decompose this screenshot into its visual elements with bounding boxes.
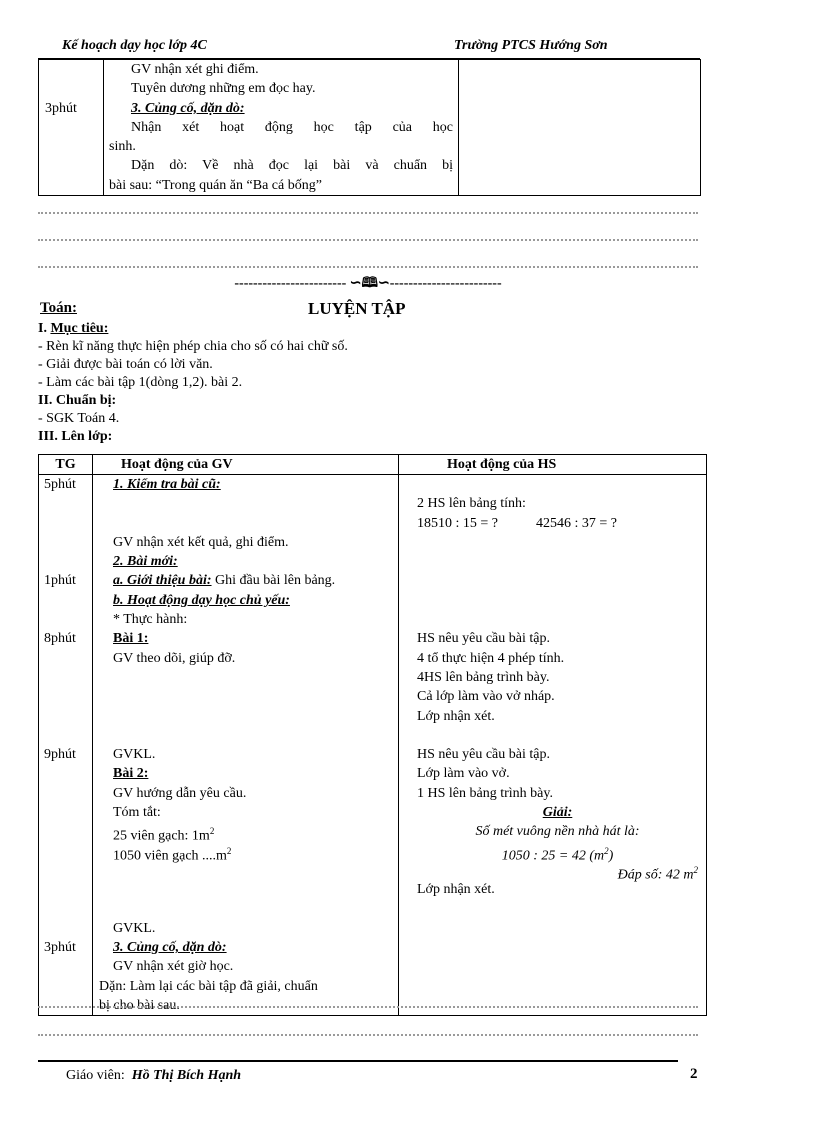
text-line: Dặn dò: Về nhà đọc lại bài và chuẩn bị [131, 158, 453, 174]
prep-item: - SGK Toán 4. [38, 411, 120, 426]
solution-heading: Giải: [542, 805, 573, 821]
activity-table [38, 454, 707, 1016]
top-time-cell [39, 60, 104, 196]
lesson-intro: I. Mục tiêu: - Rèn kĩ năng thực hiện phép chia cho số có hai chữ số. - Giải được bài toán có lời văn. - Làm các bài tập 1(dòng 1,2). bài 2. II. Chuẩn bị: - SGK Toán 4. III. Lên lớp: [38, 320, 698, 446]
section-heading: II. Chuẩn bị: [38, 393, 117, 408]
top-time: 3phút [45, 100, 77, 116]
subject-label: Toán: [40, 300, 77, 316]
text-line: Nhận xét hoạt động học tập của học [131, 119, 453, 135]
lesson-title: LUYỆN TẬP [308, 299, 406, 318]
text-line: GV nhận xét ghi điểm. [131, 62, 259, 77]
col-header-hs: Hoạt động của HS [399, 455, 707, 475]
section-heading: 2. Bài mới: [113, 554, 178, 570]
text-line: bài sau: “Trong quán ăn “Ba cá bống” [109, 177, 322, 193]
dotted-line [38, 258, 698, 268]
objective-item: - Giải được bài toán có lời văn. [38, 357, 213, 372]
hs-column: 2 HS lên bảng tính: 18510 : 15 = ? 42546 : 37 = ? HS nêu yêu cầu bài tập. 4 tổ thực hiện 4 phép tính. 4HS lên bảng trình bày. Cả lớp làm vào vở nháp. Lớp nhận xét. HS nêu yêu cầu bài tập. Lớp làm vào vở. 1 HS lên bảng trình bày. Giải: Số mét vuông nền nhà hát là: 1050 : 25 = 42 $(m^2)$ Đáp số: 42 $m^2$ Lớp nhận xét. [399, 475, 707, 1016]
teacher-name: Hồ Thị Bích Hạnh [131, 1068, 242, 1083]
dotted-line [38, 231, 698, 241]
page-number: 2 [690, 1066, 698, 1082]
footer-rule [38, 1060, 678, 1062]
section-heading: b. Hoạt động dạy học chủ yếu: [113, 592, 290, 608]
dotted-line [38, 204, 698, 214]
top-hs-cell [459, 60, 701, 196]
text-line: sinh. [109, 139, 136, 155]
objective-item: - Rèn kĩ năng thực hiện phép chia cho số có hai chữ số. [38, 339, 348, 354]
section-divider: ------------------------ ∽🕮∽------------------------ [234, 276, 502, 291]
text-line: Tuyên dương những em đọc hay. [131, 81, 316, 97]
top-table [38, 59, 701, 196]
top-gv-cell [104, 60, 459, 196]
section-heading: 3. Củng cố, dặn dò: [113, 940, 227, 956]
header-left: Kế hoạch dạy học lớp 4C [62, 38, 207, 53]
gv-column: 1. Kiểm tra bài cũ: GV nhận xét kết quả, ghi điểm. 2. Bài mới: a. Giới thiệu bài: Ghi đầu bài lên bảng. b. Hoạt động dạy học chủ yếu: * Thực hành: Bài 1: GV theo dõi, giúp đỡ. GVKL. Bài 2: GV hướng dẫn yêu cầu. Tóm tắt: 25 viên gạch: $1m^2$ 1050 viên gạch $....m^2$ GVKL. 3. Củng cố, dặn dò: GV nhận xét giờ học. Dặn: Làm lại các bài tập đã giải, chuẩn bị cho bài sau. [93, 475, 399, 1016]
time-column: 5phút 1phút 8phút 9phút 3phút [39, 475, 93, 1016]
col-header-gv: Hoạt động của GV [93, 455, 399, 475]
footer-teacher: Giáo viên: Hồ Thị Bích Hạnh [66, 1068, 242, 1083]
dotted-line [38, 998, 698, 1008]
objective-item: - Làm các bài tập 1(dòng 1,2). bài 2. [38, 375, 243, 390]
dotted-line [38, 1026, 698, 1036]
section-heading: 1. Kiểm tra bài cũ: [113, 477, 221, 492]
col-header-time: TG [39, 455, 93, 475]
section-heading: III. Lên lớp: [38, 429, 113, 444]
book-icon: ∽🕮∽ [349, 276, 390, 291]
section-heading: 3. Củng cố, dặn dò: [131, 100, 245, 116]
header-right: Trường PTCS Hướng Sơn [454, 38, 608, 53]
